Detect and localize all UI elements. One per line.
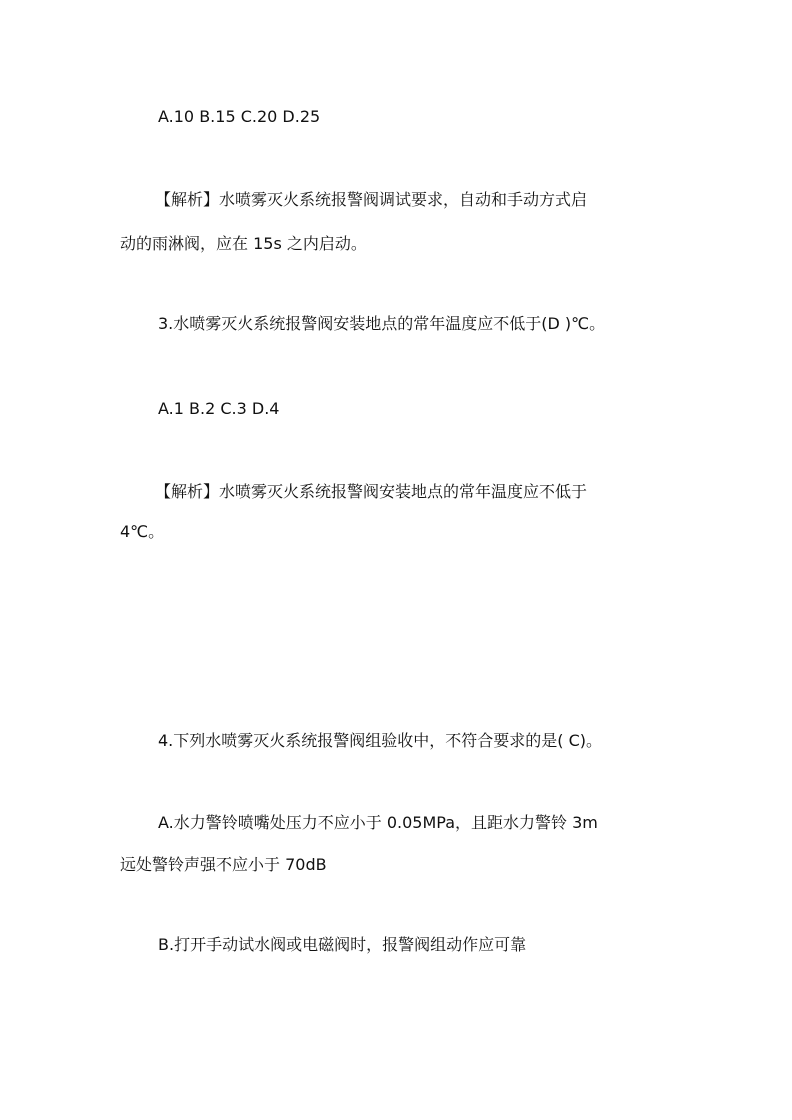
q2-analysis-line2: 动的雨淋阀，应在 15s 之内启动。 [120,234,367,253]
q2-options: A.10 B.15 C.20 D.25 [158,107,321,126]
q3-options: A.1 B.2 C.3 D.4 [158,399,280,418]
q4-option-a-line1: A.水力警铃喷嘴处压力不应小于 0.05MPa，且距水力警铃 3m [158,813,598,832]
q3-analysis-line2: 4℃。 [120,522,165,541]
q4-option-a-line2: 远处警铃声强不应小于 70dB [120,855,327,874]
q4-option-b: B.打开手动试水阀或电磁阀时，报警阀组动作应可靠 [158,935,527,954]
q3-analysis-line1: 【解析】水喷雾灭火系统报警阀安装地点的常年温度应不低于 [155,482,588,501]
q3-question: 3.水喷雾灭火系统报警阀安装地点的常年温度应不低于(D )℃。 [158,314,606,333]
q2-analysis-line1: 【解析】水喷雾灭火系统报警阀调试要求，自动和手动方式启 [155,190,588,209]
q4-question: 4.下列水喷雾灭火系统报警阀组验收中，不符合要求的是( C)。 [158,731,603,750]
